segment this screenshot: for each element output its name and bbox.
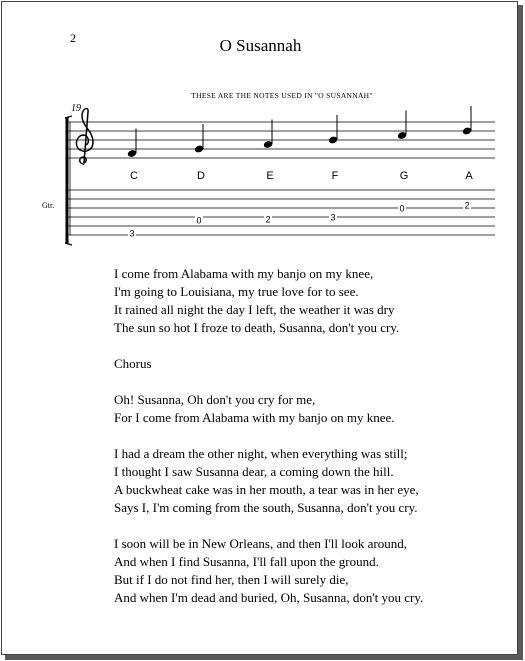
song-title: O Susannah bbox=[219, 36, 302, 55]
lyric-line: I thought I saw Susanna dear, a coming down the hill. bbox=[114, 464, 394, 479]
tab-fret-e: 2 bbox=[265, 214, 271, 225]
lyric-line: And when I find Susanna, I'll fall upon the ground. bbox=[114, 554, 379, 569]
tab-fret-d: 0 bbox=[196, 215, 202, 226]
lyric-stanza bbox=[114, 265, 514, 337]
note-name-e: E bbox=[266, 170, 274, 182]
tab-fret-c: 3 bbox=[129, 228, 135, 239]
measure-number: 19 bbox=[71, 103, 81, 114]
lyric-line: A buckwheat cake was in her mouth, a tear was in her eye, bbox=[114, 482, 419, 497]
lyric-stanza bbox=[114, 391, 514, 427]
music-score bbox=[2, 2, 519, 262]
lyric-line: I soon will be in New Orleans, and then I'll look around, bbox=[114, 536, 407, 551]
note-name-g: G bbox=[399, 170, 409, 182]
lyric-line: Says I, I'm coming from the south, Susanna, don't you cry. bbox=[114, 500, 418, 515]
instrument-label: Gtr. bbox=[42, 201, 55, 210]
tab-fret-f: 3 bbox=[330, 212, 336, 223]
lyric-line: But if I do not find her, then I will surely die, bbox=[114, 572, 349, 587]
tab-fret-g: 0 bbox=[399, 203, 405, 214]
lyric-line: For I come from Alabama with my banjo on my knee. bbox=[114, 410, 395, 425]
note-name-c: C bbox=[130, 170, 138, 182]
notes-layer bbox=[127, 106, 473, 239]
lyric-line: I'm going to Louisiana, my true love for to see. bbox=[114, 284, 359, 299]
lyric-stanza bbox=[114, 535, 514, 607]
note-name-a: A bbox=[465, 170, 473, 182]
lyric-line: And when I'm dead and buried, Oh, Susanna, don't you cry. bbox=[114, 590, 424, 605]
lyric-line: Oh! Susanna, Oh don't you cry for me, bbox=[114, 392, 316, 407]
page-shadow-bottom bbox=[5, 655, 523, 660]
lyric-line: The sun so hot I froze to death, Susanna, don't you cry. bbox=[114, 320, 400, 335]
page-number: 2 bbox=[70, 31, 76, 45]
treble-clef-icon bbox=[76, 109, 93, 164]
notation-caption: THESE ARE THE NOTES USED IN "O SUSANNAH" bbox=[191, 91, 373, 100]
sheet-page bbox=[1, 1, 518, 655]
tab-fret-a: 2 bbox=[464, 200, 470, 211]
lyric-line: I had a dream the other night, when everything was still; bbox=[114, 446, 408, 461]
lyric-line: It rained all night the day I left, the weather it was dry bbox=[114, 302, 395, 317]
note-name-f: F bbox=[331, 170, 339, 182]
lyric-stanza bbox=[114, 355, 514, 373]
lyrics bbox=[114, 265, 514, 625]
lyric-line: Chorus bbox=[114, 356, 152, 371]
lyric-line: I come from Alabama with my banjo on my knee, bbox=[114, 266, 374, 281]
lyric-stanza bbox=[114, 445, 514, 517]
note-name-d: D bbox=[197, 170, 205, 182]
